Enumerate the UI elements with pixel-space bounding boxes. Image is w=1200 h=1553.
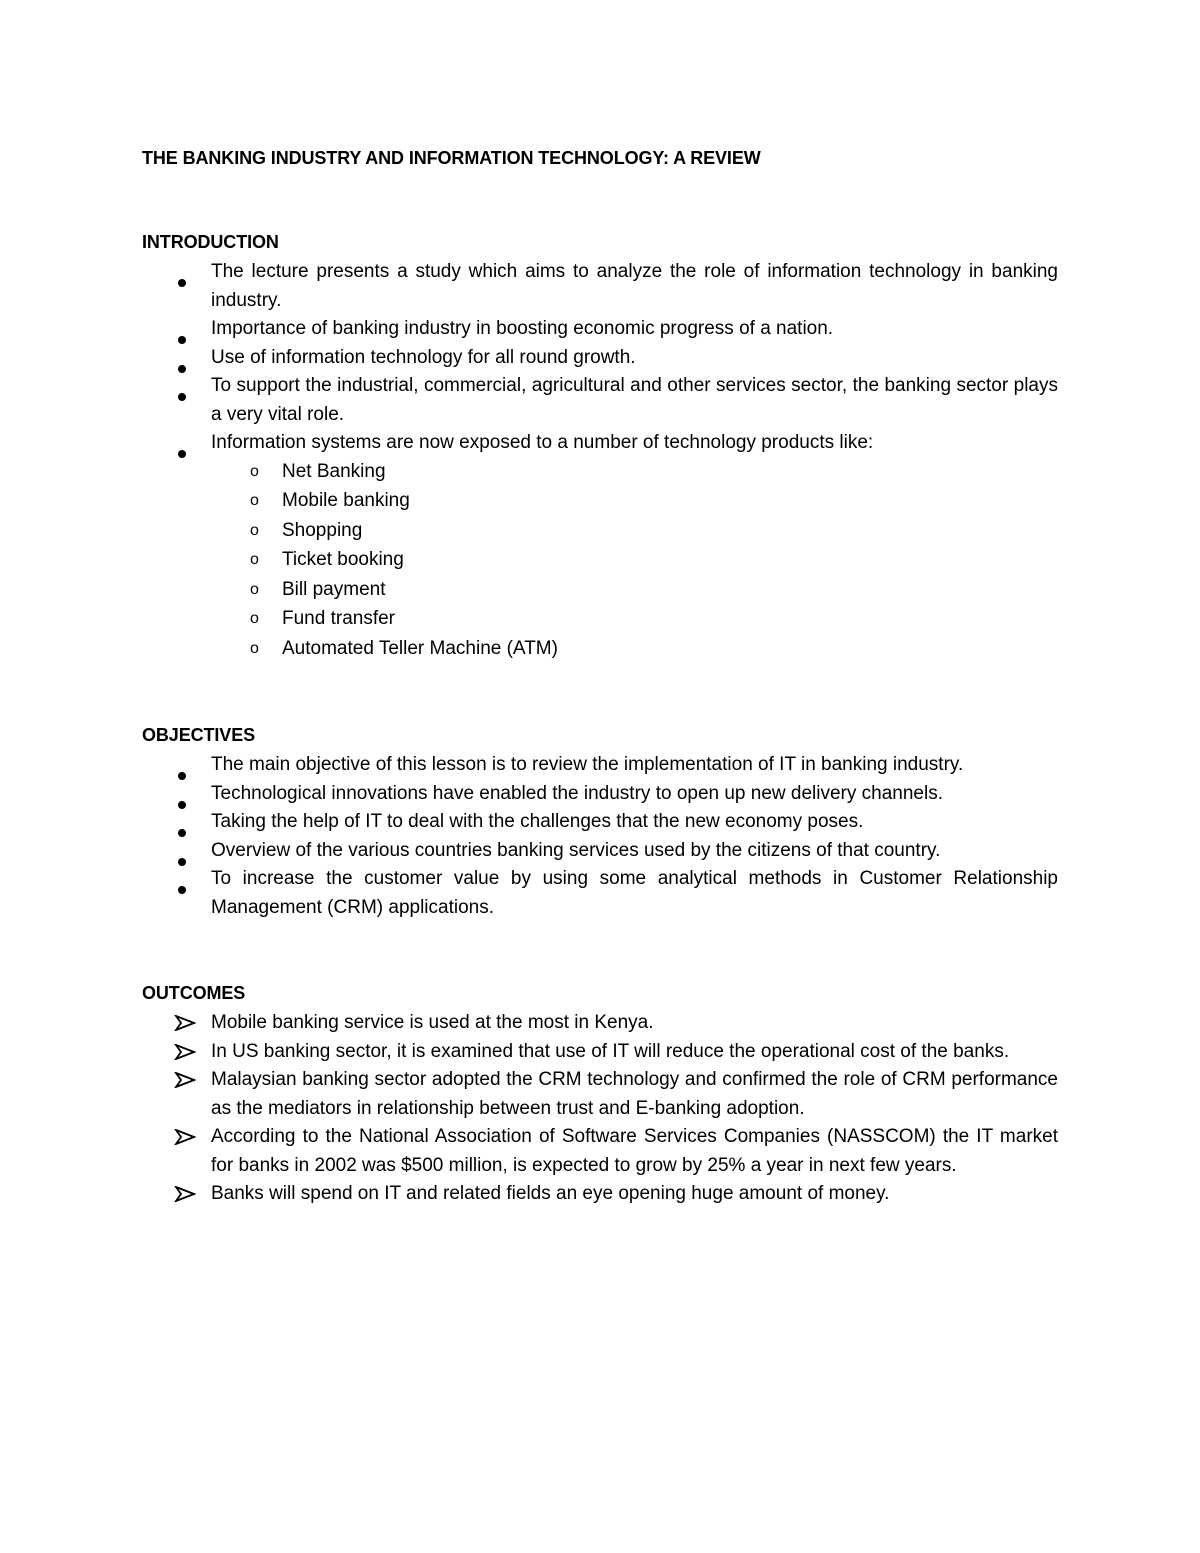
bullet-icon (172, 780, 192, 809)
sub-list-item: o Shopping (142, 517, 1058, 547)
arrowhead-bullet-icon (174, 1044, 196, 1060)
circle-bullet-icon: o (250, 610, 259, 627)
bullet-icon (172, 315, 192, 344)
list-item: Information systems are now exposed to a number of technology products like: (142, 429, 1058, 458)
bullet-icon (172, 751, 192, 780)
bullet-icon (172, 837, 192, 866)
circle-bullet-icon: o (250, 580, 259, 598)
list-item: The lecture presents a study which aims to analyze the role of information technology in banking industry. (142, 258, 1058, 315)
sub-list-item: o Net Banking (142, 458, 1058, 488)
circle-bullet-icon: o (250, 462, 259, 480)
introduction-list (142, 258, 1058, 458)
document-title: THE BANKING INDUSTRY AND INFORMATION TECHNOLOGY: A REVIEW (142, 148, 761, 168)
list-item: The main objective of this lesson is to review the implementation of IT in banking industry. (142, 751, 1058, 780)
arrowhead-bullet-icon (174, 1186, 196, 1202)
list-item: According to the National Association of Software Services Companies (NASSCOM) the IT market for banks in 2002 was $500 million, is expected to grow by 25% a year in next few years. (142, 1123, 1058, 1180)
list-item: Malaysian banking sector adopted the CRM technology and confirmed the role of CRM performance as the mediators in relationship between trust and E-banking adoption. (142, 1066, 1058, 1123)
arrowhead-bullet-icon (174, 1129, 196, 1145)
circle-bullet-icon: o (250, 521, 259, 539)
arrowhead-bullet-icon (174, 1072, 196, 1088)
outcomes-list (142, 1009, 1058, 1209)
list-item: To increase the customer value by using some analytical methods in Customer Relationship Management (CRM) applications. (142, 865, 1058, 922)
list-item: Mobile banking service is used at the most in Kenya. (142, 1009, 1058, 1038)
sub-list-item: o Ticket booking (142, 546, 1058, 576)
bullet-icon (172, 865, 192, 894)
arrowhead-bullet-icon (174, 1015, 196, 1031)
bullet-icon (172, 344, 192, 373)
document-body (142, 144, 1058, 1209)
section-heading-outcomes: OUTCOMES (142, 983, 246, 1003)
bullet-icon (172, 808, 192, 837)
section-heading-introduction: INTRODUCTION (142, 232, 279, 252)
objectives-list (142, 751, 1058, 922)
list-item: To support the industrial, commercial, agricultural and other services sector, the banking sector plays a very vital role. (142, 372, 1058, 429)
list-item: Overview of the various countries banking services used by the citizens of that country. (142, 837, 1058, 866)
bullet-icon (172, 429, 192, 458)
sub-list-item: o Fund transfer (142, 605, 1058, 635)
list-item: Technological innovations have enabled the industry to open up new delivery channels. (142, 780, 1058, 809)
bullet-icon (172, 372, 192, 401)
bullet-icon (172, 258, 192, 287)
list-item: Use of information technology for all round growth. (142, 344, 1058, 373)
circle-bullet-icon: o (250, 492, 259, 509)
sub-list-item: o Bill payment (142, 576, 1058, 606)
list-item: Importance of banking industry in boosting economic progress of a nation. (142, 315, 1058, 344)
list-item: Taking the help of IT to deal with the challenges that the new economy poses. (142, 808, 1058, 837)
technology-products-list (142, 458, 1058, 665)
section-heading-objectives: OBJECTIVES (142, 725, 256, 745)
list-item: Banks will spend on IT and related fields an eye opening huge amount of money. (142, 1180, 1058, 1209)
sub-list-item: o Automated Teller Machine (ATM) (142, 635, 1058, 665)
circle-bullet-icon: o (250, 639, 259, 657)
circle-bullet-icon: o (250, 551, 259, 568)
list-item: In US banking sector, it is examined that use of IT will reduce the operational cost of the banks. (142, 1038, 1058, 1067)
sub-list-item: o Mobile banking (142, 487, 1058, 517)
